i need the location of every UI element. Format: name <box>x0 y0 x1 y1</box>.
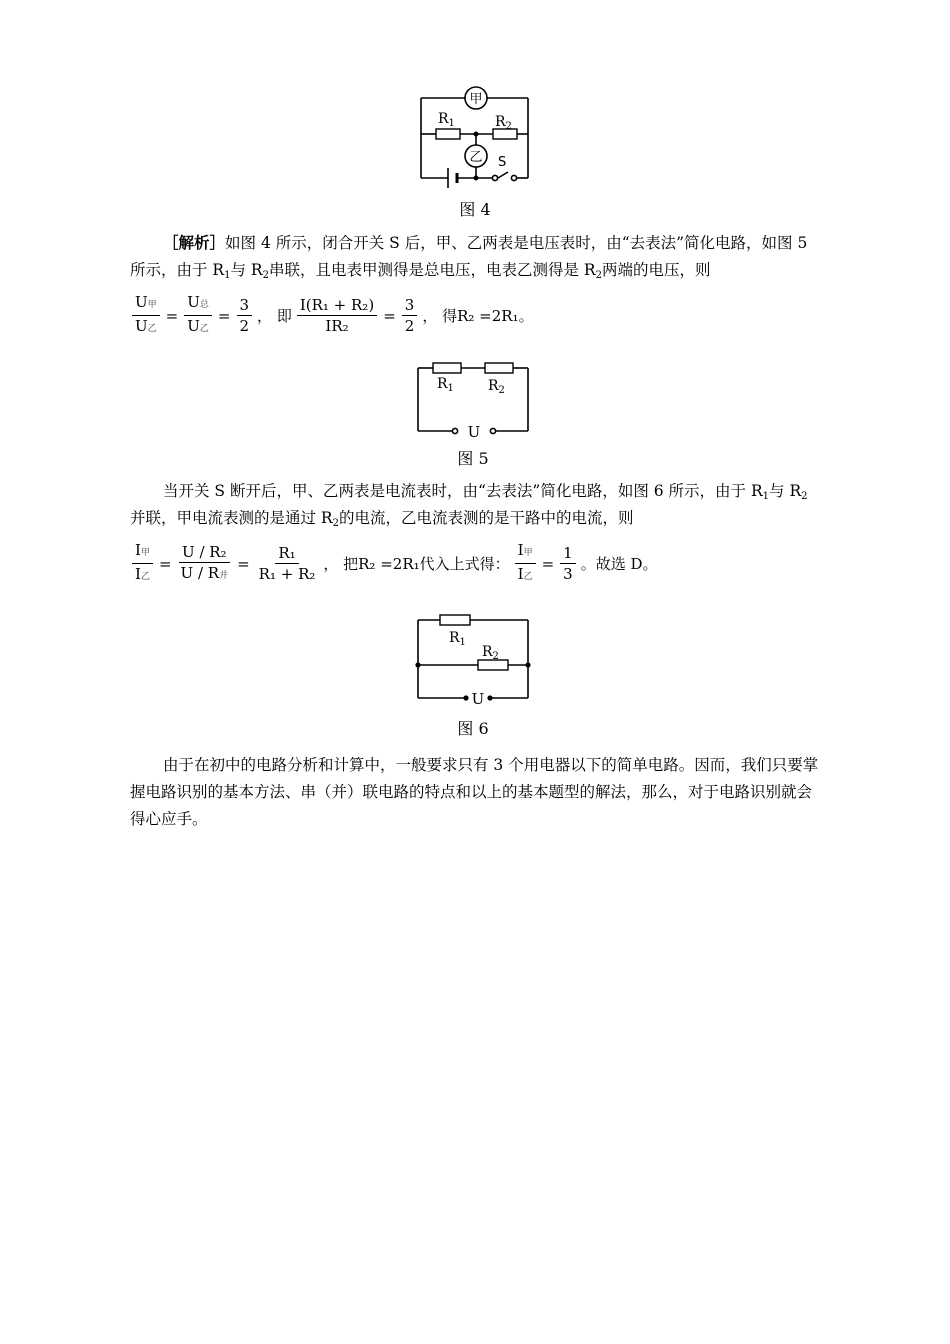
fraction-three-halves <box>237 295 253 336</box>
circuit-diagram-6 <box>0 606 950 706</box>
fraction-i-jia-over-i-yi <box>132 540 153 587</box>
meter-jia-label: 甲 <box>469 92 483 107</box>
frac-den: I <box>517 565 524 583</box>
analysis-label: ［解析］ <box>163 233 226 252</box>
r1-label: $R_1$ <box>438 111 455 129</box>
frac-den: R₁ + R₂ <box>258 565 316 583</box>
frac-sub: 乙 <box>199 324 209 334</box>
fraction-u-over-r <box>178 542 232 586</box>
frac-den: I <box>135 565 141 583</box>
frac-num: R₁ <box>275 543 298 564</box>
circuit-diagram-5 <box>0 356 950 446</box>
fraction-i-jia-over-i-yi-2 <box>515 540 536 587</box>
figure-5 <box>0 356 950 446</box>
frac-den: 2 <box>239 317 250 335</box>
equation-1 <box>130 292 537 339</box>
frac-den: 2 <box>404 317 415 335</box>
fraction-current-ratio <box>297 295 377 336</box>
frac-num: I(R₁ + R₂) <box>297 295 377 316</box>
figure-4-caption: 图 4 <box>459 200 491 219</box>
frac-num: U / R₂ <box>179 542 230 563</box>
fraction-resistance-ratio <box>256 543 319 584</box>
frac-sub: 乙 <box>147 324 157 334</box>
sub: 1 <box>224 270 231 281</box>
frac-num: 3 <box>237 295 253 316</box>
frac-sub: 甲 <box>147 300 157 310</box>
frac-num: I <box>135 541 141 559</box>
sub: 2 <box>801 491 808 502</box>
sub: 2 <box>595 270 602 281</box>
r1-label: $R_1$ <box>449 630 466 648</box>
paragraph-2-text-4: 的电流，乙电流表测的是干路中的电流，则 <box>338 509 634 527</box>
analysis-paragraph <box>130 229 820 284</box>
equals-sign: = <box>541 554 555 573</box>
analysis-text-4: 两端的电压，则 <box>601 261 711 279</box>
equation-2 <box>130 540 661 587</box>
frac-sub: 甲 <box>140 548 150 558</box>
equation-result: 。故选 D。 <box>580 555 658 573</box>
source-u-label: U <box>467 423 481 441</box>
frac-sub: 总 <box>199 300 209 310</box>
frac-num: U <box>135 293 148 311</box>
open-switch-paragraph <box>130 478 820 532</box>
fraction-u-jia-over-u-yi <box>132 292 160 339</box>
r2-label: $R_2$ <box>495 114 512 132</box>
equals-sign: = <box>217 306 231 325</box>
figure-5-caption: 图 5 <box>457 449 489 468</box>
frac-num: 1 <box>560 543 576 564</box>
paragraph-2-text-1: 当开关 S 断开后，甲、乙两表是电流表时，由“去表法”简化电路，如图 6 所示，由于 R <box>163 482 763 500</box>
paragraph-2-text-2: 与 R <box>769 482 802 500</box>
fraction-u-zong-over-u-yi <box>184 292 212 339</box>
figure-6-caption: 图 6 <box>457 719 489 738</box>
frac-den: U / R <box>180 563 220 582</box>
equation-result: ， 得R₂ =2R₁。 <box>422 307 534 325</box>
sub: 1 <box>762 491 770 502</box>
frac-sub: 并 <box>219 570 229 581</box>
r1-label: $R_1$ <box>437 376 454 394</box>
frac-num: I <box>517 541 524 559</box>
frac-sub: 乙 <box>140 572 150 582</box>
frac-den: U <box>187 317 200 335</box>
r2-label: $R_2$ <box>482 644 499 662</box>
r2-label: $R_2$ <box>488 378 505 396</box>
equals-sign: = <box>383 306 396 325</box>
source-u-label: U <box>471 690 485 706</box>
analysis-text-3: 串联，且电表甲测得是总电压，电表乙测得是 R <box>268 261 596 279</box>
switch-label: S <box>498 155 507 170</box>
figure-6 <box>0 606 950 706</box>
equation-text: ， 把R₂ =2R₁代入上式得： <box>323 555 510 573</box>
frac-den: 3 <box>563 565 573 583</box>
meter-yi-label: 乙 <box>469 150 483 165</box>
frac-den: IR₂ <box>325 317 349 335</box>
equals-sign: = <box>165 306 179 325</box>
circuit-diagram-4 <box>0 84 950 194</box>
frac-sub: 乙 <box>523 572 533 582</box>
fraction-one-third <box>560 543 576 584</box>
conclusion-paragraph: 由于在初中的电路分析和计算中，一般要求只有 3 个用电器以下的简单电路。因而，我们只要掌握电路识别的基本方法、串（并）联电路的特点和以上的基本题型的解法，那么，对于电路识别就会得心应手。 <box>130 756 819 828</box>
equals-sign: = <box>158 554 172 573</box>
frac-num: 3 <box>402 295 418 316</box>
sub: 2 <box>332 518 339 529</box>
frac-sub: 甲 <box>523 548 533 558</box>
equals-sign: = <box>237 554 250 573</box>
paragraph-2-text-3: 并联，甲电流表测的是通过 R <box>130 509 333 527</box>
frac-num: U <box>187 293 200 311</box>
analysis-text-1: 如图 4 所示，闭合开关 S 后，甲、乙两表是电压表时，由“去表法”简化电路，如图 5 所示，由于 R <box>130 234 808 279</box>
fraction-three-halves-2 <box>402 295 418 336</box>
equation-text: ， 即 <box>257 307 292 325</box>
frac-den: U <box>135 317 148 335</box>
sub: 2 <box>262 270 269 281</box>
analysis-text-2: 与 R <box>230 261 263 279</box>
figure-4 <box>0 84 950 194</box>
